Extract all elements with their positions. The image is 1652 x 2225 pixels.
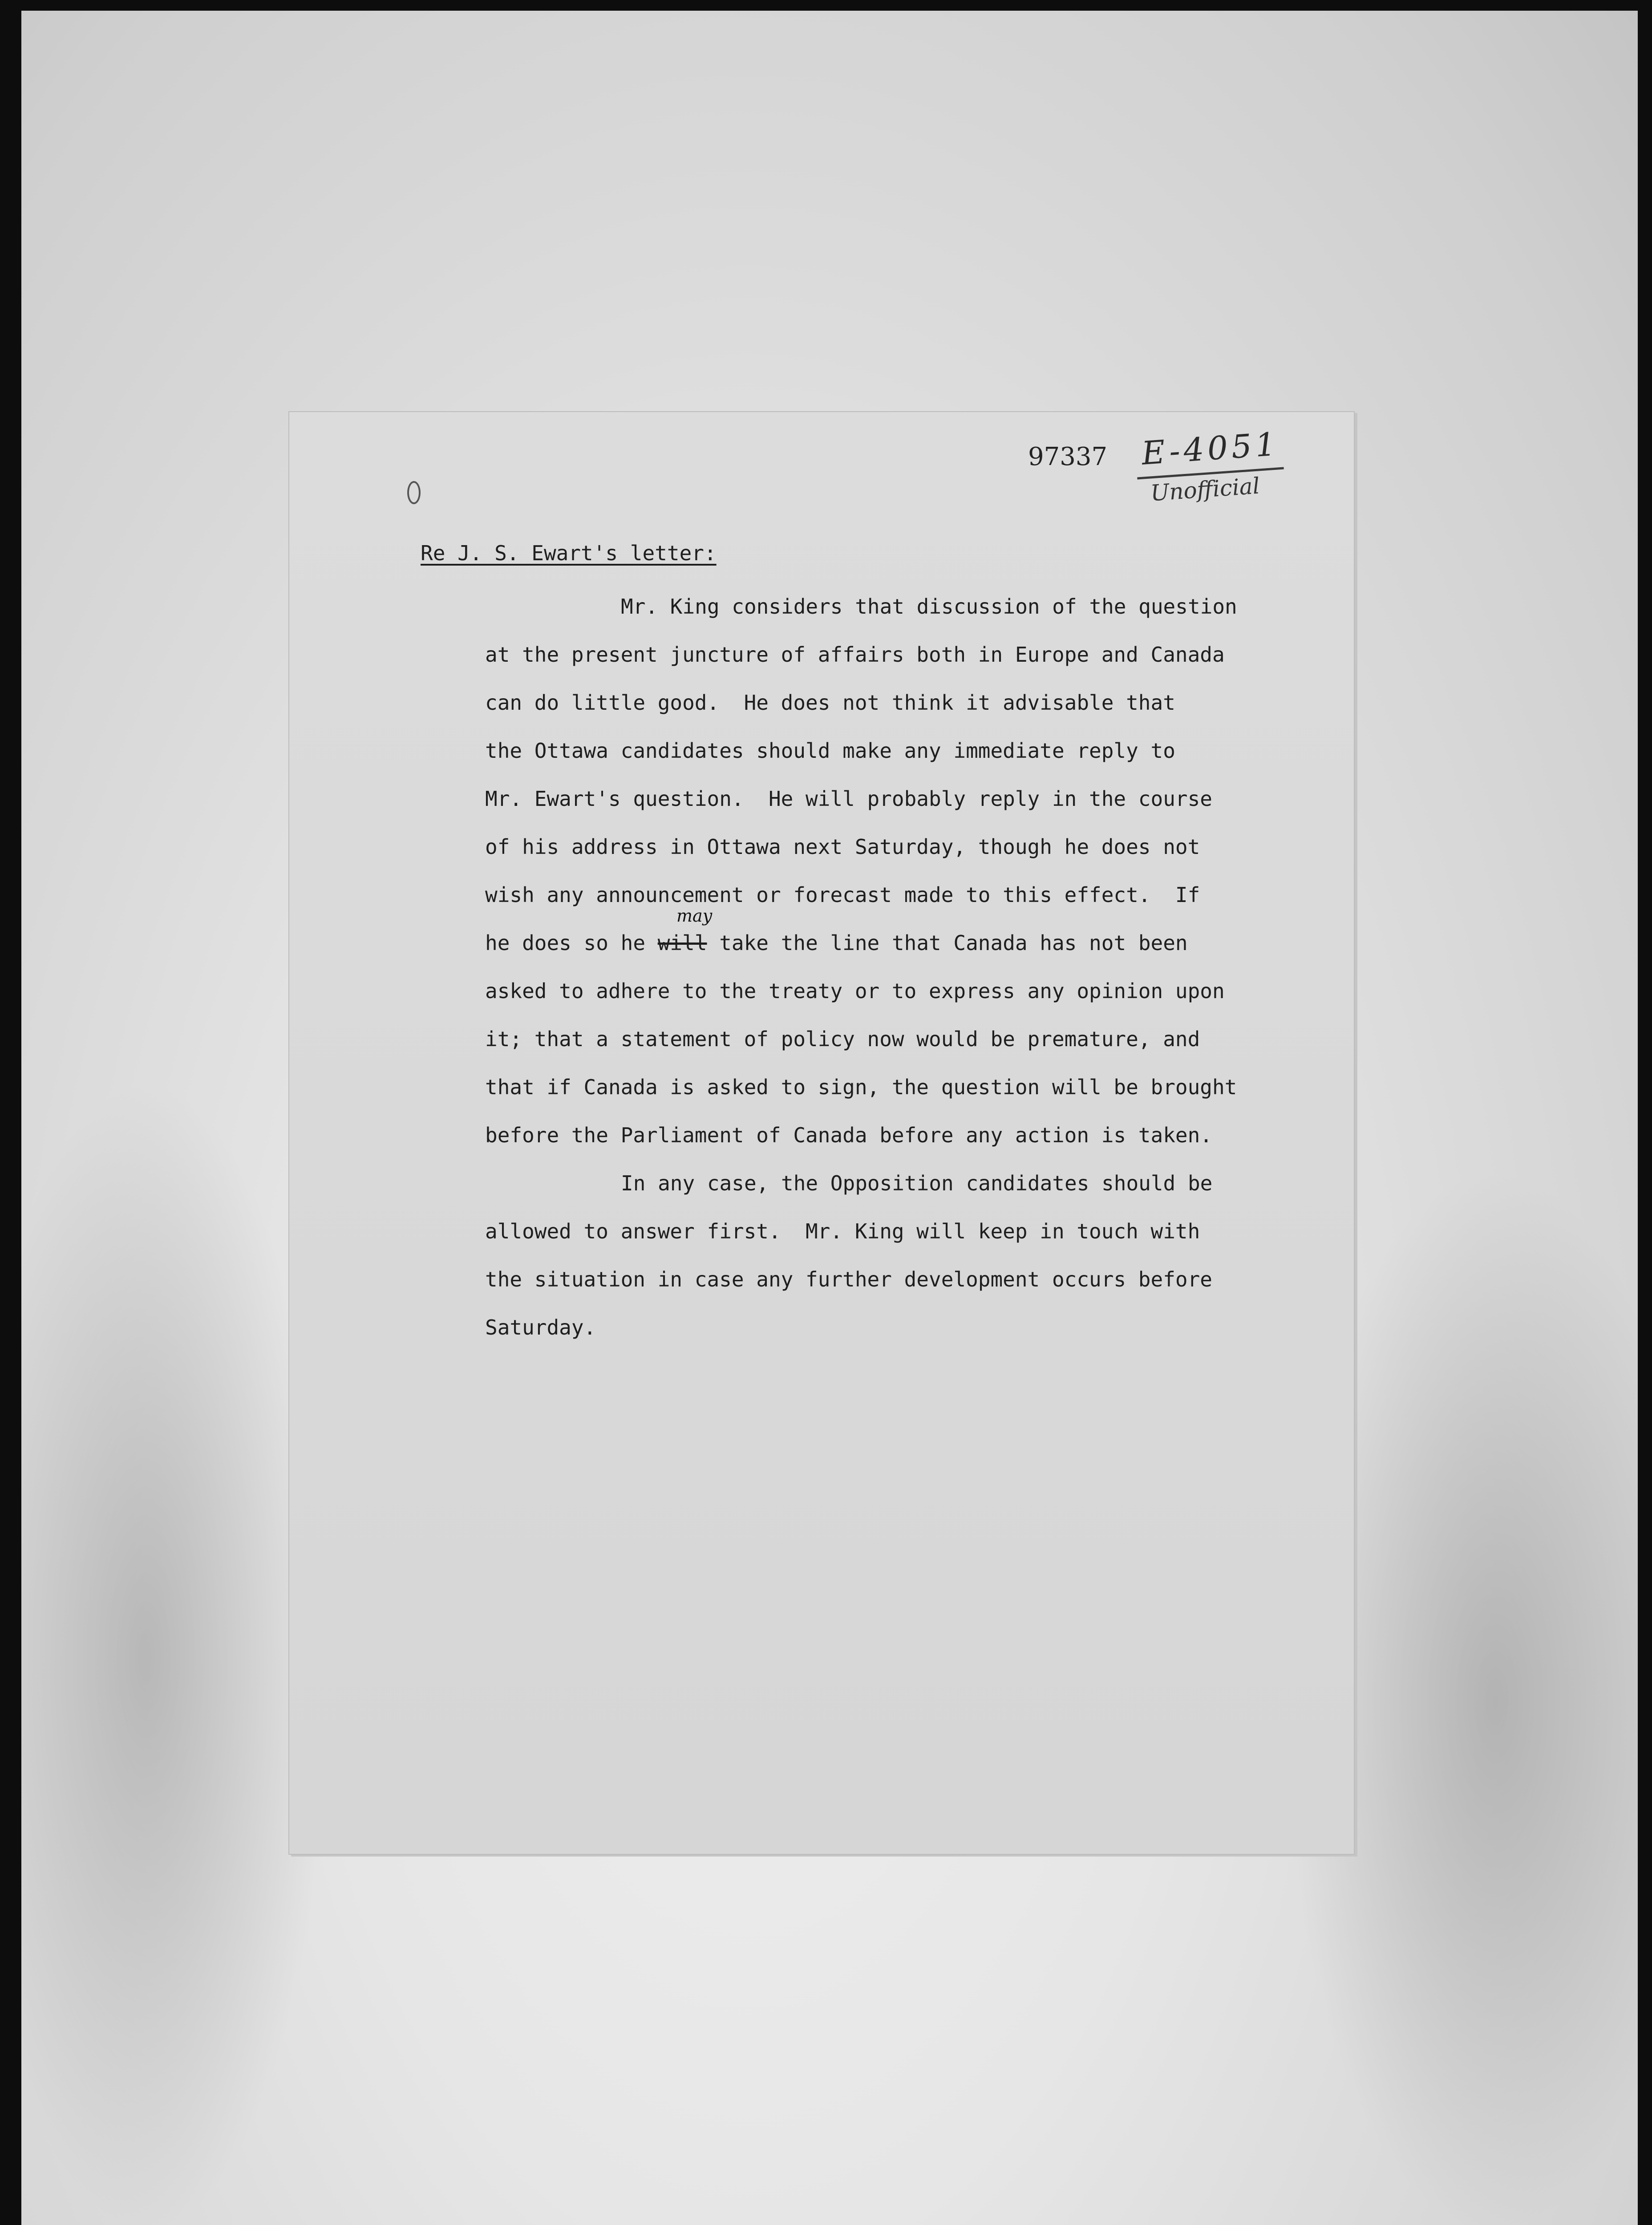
- document-id-stamp: 97337: [1028, 442, 1108, 471]
- struck-word: will: [657, 931, 707, 955]
- letter-line-11: that if Canada is asked to sign, the question will be brought: [485, 1075, 1237, 1099]
- letter-line-7: wish any announcement or forecast made to this effect. If: [485, 883, 1200, 907]
- letter-line-10: it; that a statement of policy now would be premature, and: [485, 1027, 1200, 1051]
- archive-mount-board: [21, 11, 1638, 2225]
- letter-line-6: of his address in Ottawa next Saturday, though he does not: [485, 835, 1200, 859]
- letter-line-13: In any case, the Opposition candidates should be: [621, 1171, 1213, 1195]
- letter-line-5: Mr. Ewart's question. He will probably reply in the course: [485, 787, 1212, 811]
- letter-line-8-start: he does so he: [485, 931, 646, 955]
- handwritten-correction: may: [676, 906, 713, 926]
- letter-line-9: asked to adhere to the treaty or to express any opinion upon: [485, 979, 1225, 1003]
- letter-line-4: the Ottawa candidates should make any immediate reply to: [485, 739, 1175, 763]
- letter-line-12: before the Parliament of Canada before any action is taken.: [485, 1123, 1212, 1147]
- letter-line-2: at the present juncture of affairs both in Europe and Canada: [485, 643, 1225, 667]
- letter-heading: Re J. S. Ewart's letter:: [421, 541, 717, 565]
- letter-line-1: Mr. King considers that discussion of the question: [621, 595, 1237, 619]
- letter-line-8-end: take the line that Canada has not been: [719, 931, 1188, 955]
- letter-line-15: the situation in case any further development occurs before: [485, 1267, 1212, 1291]
- typed-letter-page: [288, 411, 1355, 1855]
- punch-hole-mark: [407, 481, 421, 504]
- mount-shadow-left: [21, 1079, 333, 2225]
- letter-line-16: Saturday.: [485, 1315, 596, 1339]
- letter-line-3: can do little good. He does not think it advisable that: [485, 691, 1175, 715]
- letter-line-8: [485, 931, 1188, 955]
- handwritten-file-ref: E-4051: [1140, 425, 1281, 472]
- letter-line-14: allowed to answer first. Mr. King will keep in touch with: [485, 1219, 1200, 1243]
- handwritten-file-note: Unofficial: [1150, 473, 1261, 506]
